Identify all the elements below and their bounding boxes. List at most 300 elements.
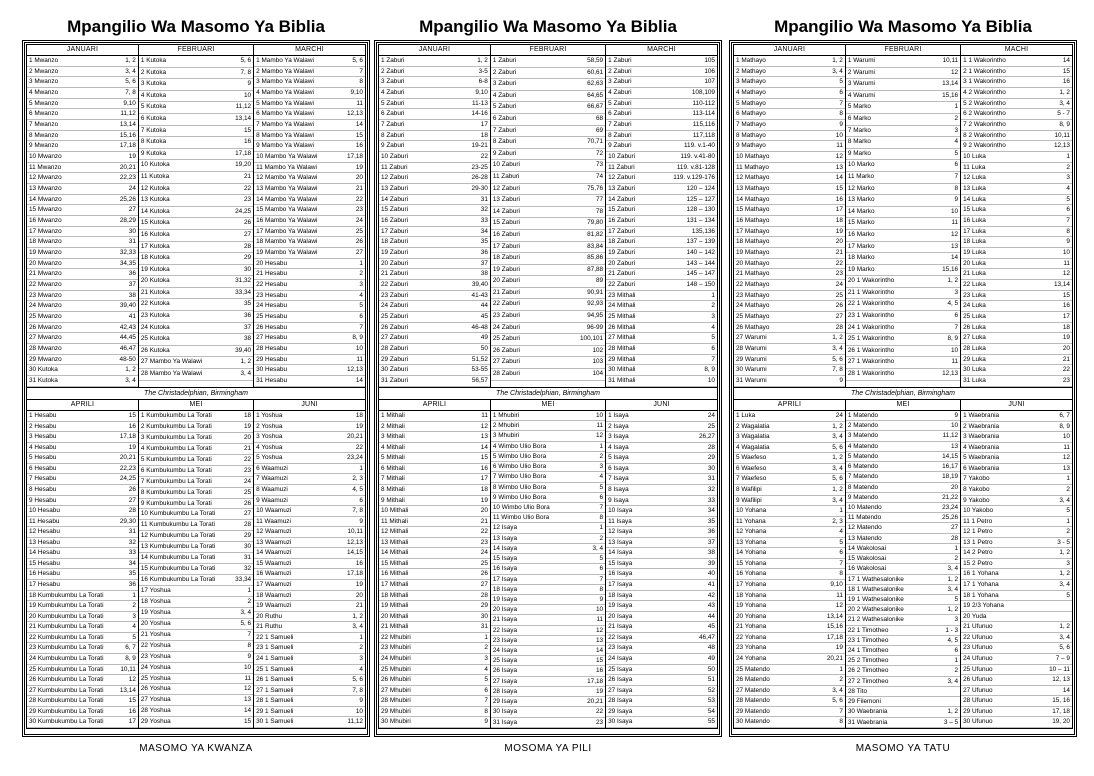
reading-chapters: 38 <box>707 549 715 557</box>
reading-chapters: 9 <box>839 377 843 385</box>
reading-row <box>379 485 490 496</box>
reading-row <box>139 652 253 663</box>
reading-row <box>27 422 138 433</box>
bottom-half-table <box>733 399 1073 729</box>
reading-chapters: 33 <box>707 496 715 504</box>
reading-row <box>734 269 845 280</box>
reading-row <box>961 717 1072 728</box>
reading-row <box>254 411 365 422</box>
reading-book: 28 Tito <box>847 687 868 695</box>
reading-book: 12 Marko <box>847 184 875 192</box>
reading-book: 21 Yohana <box>736 623 767 631</box>
reading-chapters: 36 <box>707 528 715 536</box>
reading-chapters: 8, 9 <box>704 366 715 374</box>
reading-book: 16 Yohana <box>736 570 767 578</box>
reading-row <box>379 411 490 422</box>
reading-chapters: 46,47 <box>119 345 136 353</box>
reading-row <box>27 376 138 387</box>
reading-book: 27 Warumi <box>736 334 767 342</box>
reading-book: 18 Mathayo <box>736 238 770 246</box>
reading-row <box>846 534 960 544</box>
reading-row <box>961 269 1072 280</box>
reading-row <box>379 376 490 387</box>
reading-book: 10 Luka <box>963 153 986 161</box>
reading-chapters <box>956 687 958 696</box>
reading-row <box>961 216 1072 227</box>
reading-book: 11 1 Petro <box>963 517 993 525</box>
reading-book: 3 Isaya <box>608 433 629 441</box>
reading-row <box>379 269 490 280</box>
reading-chapters: 17,18 <box>346 570 363 578</box>
reading-row <box>491 369 605 381</box>
reading-chapters: 12 <box>835 153 843 161</box>
reading-chapters: 128 – 130 <box>686 206 715 214</box>
reading-chapters: 3, 4 <box>832 433 843 441</box>
reading-book: 23 Zaburi <box>381 291 408 299</box>
reading-book: 24 Isaya <box>492 647 518 655</box>
reading-book: 7 Zaburi <box>492 126 517 134</box>
reading-book: 9 Mithali <box>381 496 405 504</box>
reading-row <box>961 163 1072 174</box>
reading-book: 7 Matendo <box>847 473 879 481</box>
reading-chapters: 27 <box>835 313 843 321</box>
reading-row <box>846 462 960 472</box>
reading-chapters: 62,63 <box>587 80 604 88</box>
reading-chapters: 90,91 <box>587 288 604 296</box>
reading-row <box>491 687 605 697</box>
reading-chapters: 26 <box>244 499 252 507</box>
reading-row <box>27 474 138 485</box>
reading-book: 17 Marko <box>847 242 875 250</box>
reading-chapters: 48-50 <box>119 355 136 363</box>
month-column <box>27 400 139 728</box>
reading-book: 14 Kutoka <box>140 207 170 215</box>
reading-chapters: 3-5 <box>478 67 488 75</box>
reading-chapters: 23,24 <box>346 454 363 462</box>
reading-chapters: 13 <box>244 696 252 704</box>
reading-row <box>961 301 1072 312</box>
month-column <box>27 45 139 387</box>
reading-book: 9 Matendo <box>847 493 879 501</box>
reading-book: 18 Marko <box>847 254 875 262</box>
month-column <box>379 45 491 387</box>
month-column <box>139 45 254 387</box>
reading-row <box>961 120 1072 131</box>
reading-chapters: 1 <box>359 259 363 267</box>
reading-chapters: 28 <box>835 323 843 331</box>
reading-book: 30 Kumbukumbu La Torati <box>29 718 104 726</box>
reading-row <box>606 464 717 475</box>
reading-chapters: 12,13 <box>346 110 363 118</box>
reading-book: 13 Mambo Ya Walawi <box>256 185 318 193</box>
reading-row <box>27 205 138 216</box>
reading-row <box>254 527 365 538</box>
reading-chapters: 24 <box>835 412 843 419</box>
reading-row <box>961 259 1072 270</box>
reading-chapters: 14-16 <box>471 110 488 118</box>
reading-book: 16 Mithali <box>381 570 409 578</box>
reading-row <box>846 421 960 431</box>
reading-book: 12 Yohana <box>736 528 767 536</box>
reading-chapters: 56,57 <box>471 377 488 385</box>
reading-book: 16 Isaya <box>608 570 633 578</box>
reading-chapters: 32 <box>707 485 715 493</box>
reading-row <box>379 163 490 174</box>
reading-chapters: 35 <box>480 238 488 246</box>
reading-book: 31 Hesabu <box>256 377 288 385</box>
reading-row <box>254 163 365 174</box>
reading-book: 15 Kutoka <box>140 219 170 227</box>
reading-row <box>606 411 717 422</box>
reading-book: 19 Yoshua <box>140 608 171 616</box>
reading-book: 16 Kutoka <box>140 230 170 238</box>
reading-row <box>961 643 1072 654</box>
reading-book: 4 Warumi <box>847 91 875 99</box>
reading-row <box>846 626 960 636</box>
reading-row <box>379 633 490 644</box>
reading-book: 10 Wimbo Ulio Bora <box>492 503 550 511</box>
reading-row <box>606 643 717 654</box>
reading-book: 9 Kutoka <box>140 149 167 157</box>
reading-book: 9 Yakobo <box>963 496 990 504</box>
reading-book: 18 1 Yohana <box>963 591 999 599</box>
reading-book: 20 2 Wathesalonike <box>847 606 904 614</box>
reading-row <box>379 548 490 559</box>
reading-chapters: 26 <box>128 485 136 493</box>
reading-chapters: 9,10 <box>830 581 843 588</box>
month-column <box>846 45 961 387</box>
reading-book: 1 1 Wakorintho <box>963 57 1006 64</box>
reading-row <box>846 544 960 554</box>
reading-chapters: 38 <box>128 291 136 299</box>
reading-row <box>27 56 138 67</box>
reading-chapters: 2 <box>359 270 363 278</box>
reading-book: 21 Zaburi <box>492 288 520 296</box>
month-column <box>491 45 606 387</box>
reading-row <box>846 311 960 323</box>
reading-row <box>606 280 717 291</box>
reading-chapters: 5, 6 <box>352 57 363 64</box>
reading-row <box>27 591 138 602</box>
reading-row <box>734 259 845 270</box>
reading-row <box>846 149 960 161</box>
reading-row <box>606 195 717 206</box>
reading-book: 7 Isaya <box>608 475 629 483</box>
reading-book: 4 Isaya <box>608 443 629 451</box>
reading-book: 27 Ufunuo <box>963 686 993 694</box>
reading-book: 15 Yohana <box>736 559 767 567</box>
reading-chapters: 3 <box>599 463 604 471</box>
reading-book: 23 Mwanzo <box>29 291 62 299</box>
reading-row <box>254 696 365 707</box>
reading-row <box>254 654 365 665</box>
reading-chapters: 25 <box>480 559 488 567</box>
reading-chapters: 14 <box>835 174 843 182</box>
reading-chapters: 7 <box>839 707 843 715</box>
reading-chapters: 40 <box>707 570 715 578</box>
reading-chapters: 110-112 <box>692 99 715 107</box>
reading-book: 29 Luka <box>963 355 986 363</box>
reading-chapters: 49 <box>707 654 715 662</box>
reading-book: 26 Mathayo <box>736 323 770 331</box>
reading-chapters: 1 <box>1066 153 1070 161</box>
reading-book: 3 1 Wakorintho <box>963 78 1006 86</box>
reading-chapters: 1, 2 <box>1059 89 1070 97</box>
reading-chapters: 8 <box>839 110 843 118</box>
reading-chapters: 2 <box>839 676 843 684</box>
reading-chapters: 2, 3 <box>832 517 843 525</box>
reading-row <box>27 280 138 291</box>
reading-book: 27 2 Timotheo <box>847 677 889 685</box>
reading-row <box>961 675 1072 686</box>
reading-row <box>379 88 490 99</box>
reading-chapters: 15,16 <box>119 131 136 139</box>
reading-book: 11 Yohana <box>736 517 766 525</box>
reading-book: 16 Kumbukumbu La Torati <box>140 576 216 584</box>
reading-chapters: 28 <box>480 591 488 599</box>
reading-book: 31 Warumi <box>736 377 767 385</box>
reading-chapters: 1 <box>1066 517 1070 525</box>
reading-chapters: 3 <box>954 616 959 624</box>
reading-chapters: 18 <box>835 217 843 225</box>
reading-chapters: 4 <box>359 665 363 673</box>
reading-chapters: 8 <box>247 641 252 649</box>
reading-book: 3 Hesabu <box>29 433 57 441</box>
reading-chapters: 50 <box>707 665 715 673</box>
reading-row <box>961 365 1072 376</box>
reading-chapters: 42 <box>707 591 715 599</box>
reading-book: 25 Mhubiri <box>381 665 411 673</box>
reading-row <box>27 323 138 334</box>
sheet-title: Mpangilio Wa Masomo Ya Biblia <box>419 17 677 36</box>
reading-row <box>254 77 365 88</box>
reading-chapters: 17 <box>1062 313 1070 321</box>
reading-chapters: 1 <box>132 591 136 599</box>
reading-book: 17 Waamuzi <box>256 581 292 588</box>
reading-book: 4 Yoshua <box>256 443 283 451</box>
reading-row <box>961 559 1072 570</box>
reading-book: 4 Waebrania <box>963 443 1000 451</box>
reading-row <box>379 237 490 248</box>
reading-row <box>606 355 717 366</box>
reading-book: 14 Hesabu <box>29 549 60 557</box>
reading-book: 22 Mathayo <box>736 281 770 289</box>
reading-row <box>379 538 490 549</box>
reading-row <box>27 633 138 644</box>
reading-row <box>254 259 365 270</box>
reading-chapters: 75,76 <box>587 184 604 192</box>
reading-chapters: 12,13 <box>346 366 363 374</box>
reading-chapters: 7, 8 <box>832 366 843 374</box>
reading-row <box>254 538 365 549</box>
reading-row <box>139 172 253 184</box>
reading-book: 11 Mwanzo <box>29 163 62 171</box>
reading-book: 2 Wagalatia <box>736 422 770 430</box>
reading-chapters: 3, 4 <box>947 677 959 685</box>
reading-book: 18 Kutoka <box>140 254 170 262</box>
reading-book: 23 Hesabu <box>256 291 288 299</box>
reading-book: 17 Mithali <box>381 581 409 588</box>
reading-book: 27 Mhubiri <box>381 686 411 694</box>
reading-book: 13 Waamuzi <box>256 538 292 546</box>
reading-row <box>254 485 365 496</box>
reading-book: 19 Zaburi <box>608 249 636 257</box>
reading-row <box>27 506 138 517</box>
reading-row <box>491 114 605 126</box>
reading-book: 19 Isaya <box>492 595 518 603</box>
reading-book: 24 1 Wakorintho <box>847 323 895 331</box>
reading-book: 20 Isaya <box>492 606 518 614</box>
reading-book: 18 Zaburi <box>608 238 636 246</box>
month-header: JUNI <box>606 400 717 411</box>
reading-book: 13 Hesabu <box>29 538 60 546</box>
reading-row <box>254 131 365 142</box>
reading-row <box>606 173 717 184</box>
reading-book: 5 Wimbo Ulio Bora <box>492 452 547 460</box>
reading-chapters: 9 <box>839 121 843 129</box>
reading-book: 20 Ruthu <box>256 612 283 620</box>
reading-chapters: 1 <box>599 442 604 450</box>
reading-chapters: 6 <box>599 565 604 573</box>
reading-chapters: 44 <box>480 302 488 310</box>
reading-chapters: 3 <box>954 126 959 134</box>
reading-book: 14 Marko <box>847 207 875 215</box>
month-header: JANUARI <box>734 45 845 56</box>
reading-book: 4 Hesabu <box>29 443 57 451</box>
reading-book: 9 2 Wakorintho <box>963 142 1006 150</box>
reading-book: 26 Matendo <box>736 676 770 684</box>
reading-row <box>27 612 138 623</box>
reading-chapters: 3, 4 <box>832 686 843 694</box>
reading-book: 8 Hesabu <box>29 485 57 493</box>
reading-chapters: 33 <box>480 217 488 225</box>
reading-chapters: 7 <box>359 67 363 75</box>
reading-chapters: 4 <box>1066 185 1070 193</box>
reading-row <box>27 269 138 280</box>
reading-row <box>846 160 960 172</box>
reading-row <box>961 474 1072 485</box>
reading-chapters: 16 <box>835 195 843 203</box>
reading-row <box>734 195 845 206</box>
reading-row <box>846 334 960 346</box>
reading-chapters: 31 <box>128 238 136 246</box>
reading-book: 12 Zaburi <box>608 174 636 182</box>
reading-chapters: 10 <box>1062 433 1070 441</box>
reading-chapters: 28,29 <box>119 217 136 225</box>
reading-row <box>491 102 605 114</box>
reading-book: 6 Marko <box>847 114 871 122</box>
reading-book: 23 Ufunuo <box>963 644 993 652</box>
reading-row <box>846 585 960 595</box>
reading-row <box>606 120 717 131</box>
reading-chapters: 2 <box>484 644 488 652</box>
reading-row <box>139 706 253 717</box>
reading-row <box>27 464 138 475</box>
reading-row <box>139 102 253 114</box>
reading-row <box>734 301 845 312</box>
reading-book: 10 Zaburi <box>492 161 520 169</box>
reading-row <box>491 534 605 544</box>
reading-row <box>27 131 138 142</box>
reading-chapters: 3 <box>359 281 363 289</box>
reading-chapters: 1, 2 <box>240 358 252 366</box>
reading-row <box>606 496 717 507</box>
reading-chapters: 9,10 <box>123 99 136 107</box>
reading-chapters: 8 <box>839 570 843 578</box>
reading-row <box>254 184 365 195</box>
reading-book: 29 Yoshua <box>140 718 171 726</box>
reading-book: 18 Isaya <box>608 591 633 599</box>
reading-book: 8 Isaya <box>608 485 629 493</box>
reading-chapters: 15,16 <box>942 265 959 273</box>
reading-chapters: 1, 2 <box>947 708 959 716</box>
reading-chapters: 73 <box>596 161 604 169</box>
reading-book: 10 Zaburi <box>608 153 636 161</box>
reading-row <box>139 334 253 346</box>
reading-chapters: 11 <box>1063 443 1070 451</box>
reading-row <box>379 453 490 464</box>
reading-chapters: 8 <box>599 514 604 522</box>
reading-row <box>379 517 490 528</box>
reading-chapters: 33,34 <box>235 288 252 296</box>
reading-book: 4 Wimbo Ulio Bora <box>492 442 547 450</box>
reading-row <box>734 633 845 644</box>
reading-chapters: 27 <box>355 249 363 257</box>
reading-chapters: 22,23 <box>119 464 136 472</box>
reading-row <box>606 559 717 570</box>
reading-row <box>961 686 1072 697</box>
month-header: MARCHI <box>606 45 717 56</box>
reading-chapters: 106 <box>704 67 715 75</box>
reading-row <box>254 569 365 580</box>
reading-chapters: 37 <box>480 259 488 267</box>
reading-book: 22 Zaburi <box>608 281 636 289</box>
reading-row <box>961 141 1072 152</box>
reading-row <box>254 548 365 559</box>
reading-book: 7 Yakobo <box>963 475 990 483</box>
reading-chapters: 38 <box>244 335 252 343</box>
reading-row <box>254 269 365 280</box>
reading-chapters: 14 <box>1062 57 1070 64</box>
reading-chapters: 6 <box>359 496 363 504</box>
reading-book: 6 Waefeso <box>736 464 767 472</box>
reading-chapters: 12 <box>835 602 843 610</box>
reading-row <box>734 88 845 99</box>
reading-chapters: 5, 6 <box>1059 644 1070 652</box>
month-column <box>139 400 254 728</box>
reading-book: 5 Marko <box>847 103 871 111</box>
reading-row <box>254 120 365 131</box>
reading-chapters: 14 <box>355 121 363 129</box>
reading-book: 11 Mathayo <box>736 163 769 171</box>
reading-chapters: 5 <box>1066 195 1070 203</box>
reading-row <box>734 548 845 559</box>
reading-book: 18 1 Wathesalonike <box>847 585 904 593</box>
reading-row <box>734 654 845 665</box>
reading-book: 23 Zaburi <box>492 312 520 320</box>
reading-book: 4 Kutoka <box>140 91 167 99</box>
reading-chapters: 4 <box>954 138 959 146</box>
reading-chapters: 103 <box>592 358 604 366</box>
reading-book: 23 1 Samueli <box>256 644 294 652</box>
reading-row <box>139 56 253 68</box>
reading-book: 31 Luka <box>963 377 986 385</box>
reading-row <box>139 242 253 254</box>
reading-book: 13 Mithali <box>381 538 409 546</box>
reading-book: 12 Luka <box>963 174 986 182</box>
reading-book: 16 Hesabu <box>29 570 60 578</box>
reading-book: 25 1 Samueli <box>256 665 294 673</box>
